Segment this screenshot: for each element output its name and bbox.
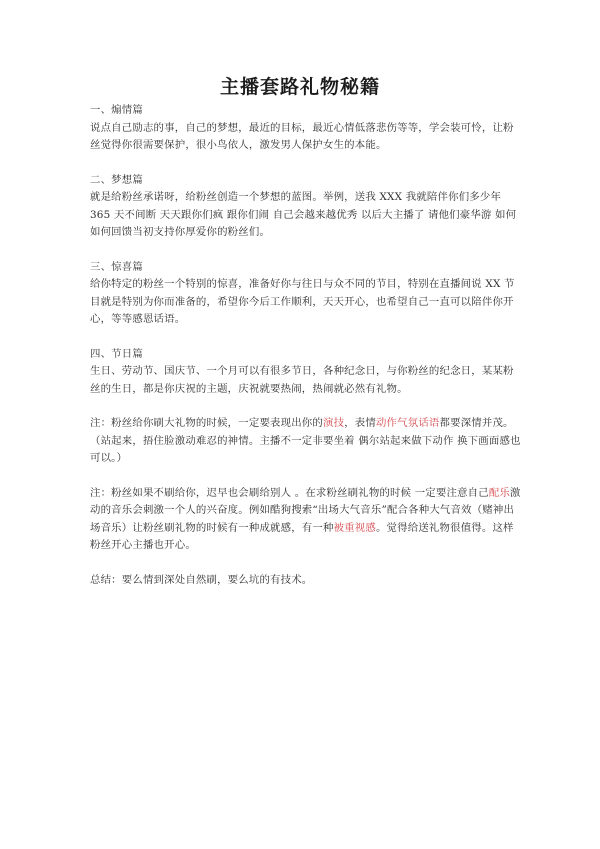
highlight-music: 配乐: [488, 486, 511, 499]
section-holiday: [90, 346, 522, 399]
note-text: 都要深情并茂。（站起来，捂住脸激动难忍的神情。主播不一定非要坐着 偶尔站起来做下动作 换下画面感也可以。）: [90, 417, 521, 464]
section-heading: 一、煽情篇: [90, 104, 143, 116]
document-content: [90, 102, 522, 589]
highlight-acting: 演技: [323, 417, 345, 429]
section-dream: [90, 172, 522, 242]
summary-text: 总结：要么情到深处自然刷，要么坑的有技术。: [90, 573, 313, 586]
page-title: 主播套路礼物秘籍: [219, 76, 380, 98]
section-heading: 二、梦想篇: [90, 173, 143, 186]
note-text: ，表情: [344, 417, 376, 429]
note-text: 注：粉丝如果不刷给你，迟早也会刷给别人 。在求粉丝刷礼物的时候 一定要注意自己: [90, 486, 489, 499]
note-text: 注：粉丝给你刷大礼物的时候，一定要表现出你的: [90, 417, 323, 429]
section-paragraph: 就是给粉丝承诺呀，给粉丝创造一个梦想的蓝图。举例，送我 XXX 我就陪伴你们多少年 365 天不间断 天天跟你们疯 跟你们闹 自己会越来越优秀 以后大主播了 请他们豪华游 如何如何回馈当初支持你厚爱你的粉丝们。: [90, 191, 517, 238]
section-heading: 四、节日篇: [90, 347, 143, 360]
section-sentimental: [90, 102, 522, 155]
note-music: [90, 485, 522, 555]
section-paragraph: 生日、劳动节、国庆节、一个月可以有很多节日，各种纪念日，与你粉丝的纪念日，某某粉丝的生日，都是你庆祝的主题，庆祝就要热闹，热闹就必然有礼物。: [90, 365, 514, 395]
note-text: 。觉得给送礼物很值得。这样粉丝开心主播也开心。: [90, 521, 514, 551]
section-paragraph: 说点自己励志的事，自己的梦想，最近的目标，最近心情低落悲伤等等，学会装可怜，让粉丝觉得你很需要保护，很小鸟依人，激发男人保护女生的本能。: [90, 121, 514, 151]
highlight-valued: 被重视感: [333, 521, 376, 534]
note-text: 激动的音乐会刺激一个人的兴奋度。例如酷狗搜索“出场大气音乐”配合各种大气音效（赌神出场音乐）让粉丝刷礼物的时候有一种成就感，有一种: [90, 486, 521, 534]
section-paragraph: 给你特定的粉丝一个特别的惊喜，准备好你与往日与众不同的节目，特别在直播间说 XX 节目就是特别为你而准备的，希望你今后工作顺利，天天开心，也希望自己一直可以陪伴你开心，等等感恩话语。: [90, 278, 515, 325]
note-acting: [90, 415, 522, 468]
highlight-expression: 动作气氛话语: [375, 417, 440, 429]
section-heading: 三、惊喜篇: [90, 260, 143, 273]
section-surprise: [90, 259, 522, 329]
